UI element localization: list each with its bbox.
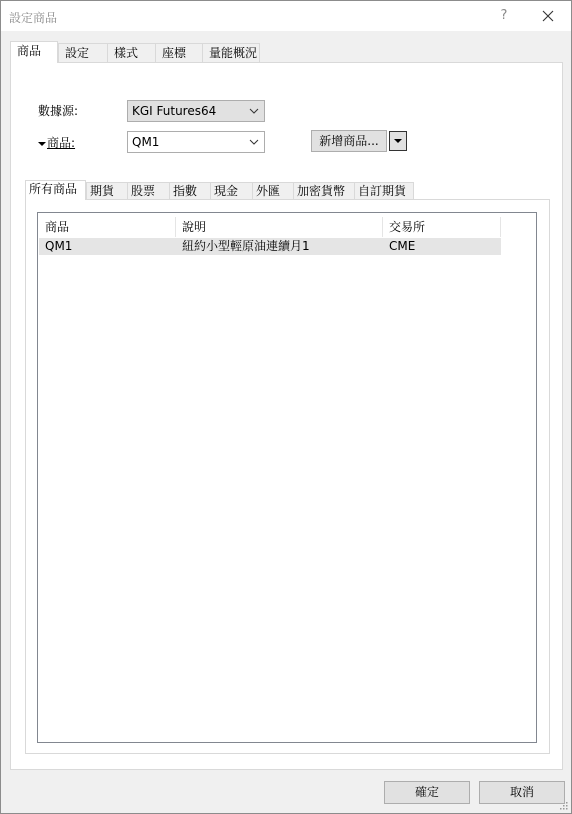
- source-select[interactable]: [127, 100, 265, 122]
- tab-label: 商品: [17, 44, 42, 58]
- tab-cash[interactable]: [210, 182, 253, 200]
- tab-label: 指數: [173, 184, 198, 198]
- tab-axis[interactable]: [155, 43, 203, 62]
- tab-forex[interactable]: [252, 182, 294, 200]
- window-title: 設定商品: [9, 11, 58, 25]
- tab-indices[interactable]: [169, 182, 211, 200]
- close-icon: [542, 10, 554, 22]
- tab-label: 座標: [162, 46, 187, 60]
- caret-down-icon: [390, 132, 406, 150]
- cell-symbol: QM1: [45, 239, 73, 253]
- column-header-symbol[interactable]: 商品: [39, 217, 176, 237]
- close-button[interactable]: [531, 5, 565, 27]
- tab-label: 量能概況: [209, 46, 258, 60]
- add-product-dropdown-button[interactable]: [389, 131, 407, 151]
- tab-label: 外匯: [256, 184, 281, 198]
- product-select[interactable]: [127, 131, 265, 153]
- tab-all-products[interactable]: [25, 180, 86, 200]
- tab-label: 所有商品: [29, 182, 78, 196]
- tab-crypto[interactable]: [293, 182, 355, 200]
- column-header-description[interactable]: 說明: [176, 217, 383, 237]
- resize-grip-icon[interactable]: [560, 802, 568, 810]
- product-label-wrap[interactable]: [38, 134, 75, 151]
- tab-stocks[interactable]: [127, 182, 170, 200]
- tab-settings[interactable]: [58, 43, 108, 62]
- chevron-down-icon: [249, 132, 259, 152]
- table-row[interactable]: [39, 238, 501, 255]
- help-button[interactable]: ?: [500, 8, 508, 23]
- cancel-button[interactable]: 取消: [479, 781, 565, 804]
- tab-label: 期貨: [90, 184, 115, 198]
- title-bar: [1, 1, 571, 31]
- tab-volume-profile[interactable]: [202, 43, 260, 62]
- product-label: 商品:: [47, 136, 76, 150]
- tab-label: 設定: [65, 46, 90, 60]
- source-select-value: KGI Futures64: [132, 104, 217, 118]
- source-label: 數據源:: [38, 104, 79, 118]
- tab-custom-futures[interactable]: [354, 182, 414, 200]
- tab-label: 現金: [214, 184, 239, 198]
- tab-products[interactable]: [10, 41, 58, 63]
- tab-label: 自訂期貨: [358, 184, 407, 198]
- tab-label: 加密貨幣: [297, 184, 346, 198]
- product-select-value: QM1: [132, 135, 160, 149]
- caret-down-icon: [38, 140, 46, 148]
- chevron-down-icon: [249, 101, 259, 121]
- tab-style[interactable]: [107, 43, 156, 62]
- tab-label: 股票: [131, 184, 156, 198]
- cell-exchange: CME: [389, 239, 416, 253]
- ok-button[interactable]: 確定: [384, 781, 470, 804]
- tab-label: 樣式: [114, 46, 139, 60]
- tab-futures[interactable]: [86, 182, 128, 200]
- add-product-button[interactable]: 新增商品...: [311, 130, 387, 152]
- cell-description: 紐約小型輕原油連續月1: [182, 239, 310, 253]
- column-header-exchange[interactable]: 交易所: [383, 217, 501, 237]
- product-list[interactable]: [37, 212, 537, 743]
